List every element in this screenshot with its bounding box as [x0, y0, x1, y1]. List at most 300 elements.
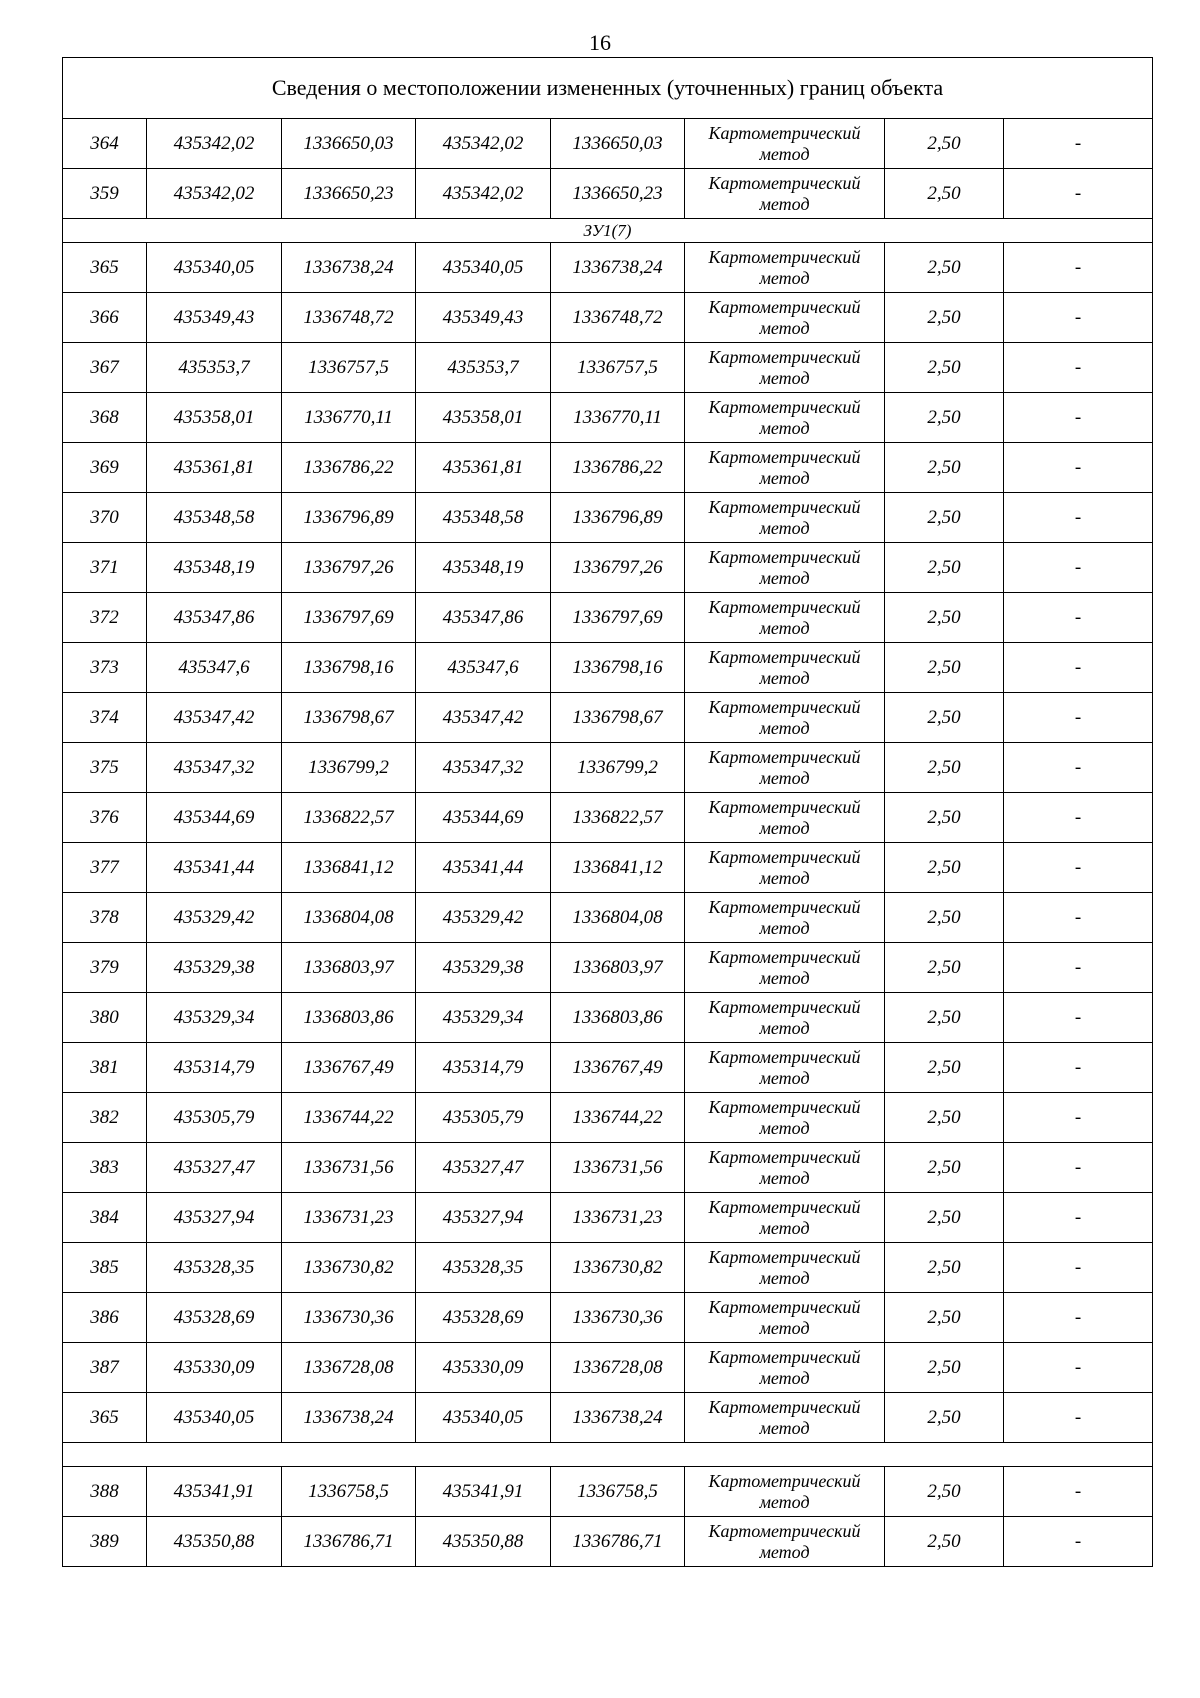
- existing-y-cell: 1336770,11: [282, 393, 416, 443]
- existing-x-cell: 435328,69: [147, 1293, 282, 1343]
- method-line-2: метод: [759, 143, 810, 164]
- method-cell: [685, 593, 885, 643]
- note-cell: -: [1004, 1043, 1153, 1093]
- accuracy-cell: 2,50: [885, 1517, 1004, 1567]
- accuracy-cell: 2,50: [885, 1193, 1004, 1243]
- method-line-2: метод: [759, 1267, 810, 1288]
- new-y-cell: 1336803,86: [551, 993, 685, 1043]
- method-line-2: метод: [759, 417, 810, 438]
- method-line-1: Картометрический: [708, 946, 861, 967]
- new-y-cell: 1336786,22: [551, 443, 685, 493]
- point-number-cell: 385: [63, 1243, 147, 1293]
- method-line-1: Картометрический: [708, 646, 861, 667]
- table-row: [63, 543, 1153, 593]
- method-line-1: Картометрический: [708, 1046, 861, 1067]
- point-number-cell: 384: [63, 1193, 147, 1243]
- accuracy-cell: 2,50: [885, 1393, 1004, 1443]
- method-cell: [685, 1043, 885, 1093]
- existing-x-cell: 435342,02: [147, 169, 282, 219]
- table-row: [63, 119, 1153, 169]
- method-line-2: метод: [759, 267, 810, 288]
- existing-y-cell: 1336758,5: [282, 1467, 416, 1517]
- existing-x-cell: 435361,81: [147, 443, 282, 493]
- new-x-cell: 435342,02: [416, 119, 551, 169]
- existing-x-cell: 435329,42: [147, 893, 282, 943]
- existing-x-cell: 435347,42: [147, 693, 282, 743]
- method-line-2: метод: [759, 193, 810, 214]
- existing-y-cell: 1336731,23: [282, 1193, 416, 1243]
- existing-x-cell: 435329,34: [147, 993, 282, 1043]
- method-line-1: Картометрический: [708, 346, 861, 367]
- new-x-cell: 435347,6: [416, 643, 551, 693]
- method-cell: [685, 643, 885, 693]
- table-row: [63, 743, 1153, 793]
- point-number-cell: 367: [63, 343, 147, 393]
- method-cell: [685, 293, 885, 343]
- note-cell: -: [1004, 1517, 1153, 1567]
- accuracy-cell: 2,50: [885, 1343, 1004, 1393]
- method-cell: [685, 793, 885, 843]
- table-row: [63, 1143, 1153, 1193]
- accuracy-cell: 2,50: [885, 343, 1004, 393]
- note-cell: -: [1004, 1143, 1153, 1193]
- accuracy-cell: 2,50: [885, 393, 1004, 443]
- method-line-2: метод: [759, 1117, 810, 1138]
- method-cell: [685, 1143, 885, 1193]
- point-number-cell: 387: [63, 1343, 147, 1393]
- new-y-cell: 1336758,5: [551, 1467, 685, 1517]
- note-cell: -: [1004, 493, 1153, 543]
- method-line-2: метод: [759, 1217, 810, 1238]
- method-cell: [685, 1467, 885, 1517]
- method-line-2: метод: [759, 1317, 810, 1338]
- method-cell: [685, 343, 885, 393]
- method-line-2: метод: [759, 1017, 810, 1038]
- accuracy-cell: 2,50: [885, 543, 1004, 593]
- table-row: [63, 643, 1153, 693]
- method-cell: [685, 743, 885, 793]
- table-row: [63, 1393, 1153, 1443]
- new-x-cell: 435327,94: [416, 1193, 551, 1243]
- method-line-2: метод: [759, 817, 810, 838]
- point-number-cell: 369: [63, 443, 147, 493]
- new-x-cell: 435347,32: [416, 743, 551, 793]
- accuracy-cell: 2,50: [885, 593, 1004, 643]
- table-row: [63, 693, 1153, 743]
- existing-x-cell: 435350,88: [147, 1517, 282, 1567]
- new-y-cell: 1336650,03: [551, 119, 685, 169]
- method-line-1: Картометрический: [708, 1196, 861, 1217]
- new-x-cell: 435305,79: [416, 1093, 551, 1143]
- table-row: [63, 1193, 1153, 1243]
- existing-x-cell: 435348,19: [147, 543, 282, 593]
- existing-y-cell: 1336728,08: [282, 1343, 416, 1393]
- note-cell: -: [1004, 443, 1153, 493]
- note-cell: -: [1004, 1343, 1153, 1393]
- method-line-1: Картометрический: [708, 1146, 861, 1167]
- point-number-cell: 359: [63, 169, 147, 219]
- method-cell: [685, 119, 885, 169]
- accuracy-cell: 2,50: [885, 793, 1004, 843]
- table-row: [63, 169, 1153, 219]
- accuracy-cell: 2,50: [885, 1467, 1004, 1517]
- note-cell: -: [1004, 1243, 1153, 1293]
- point-number-cell: 365: [63, 243, 147, 293]
- new-x-cell: 435361,81: [416, 443, 551, 493]
- accuracy-cell: 2,50: [885, 443, 1004, 493]
- existing-x-cell: 435329,38: [147, 943, 282, 993]
- table-row: [63, 1467, 1153, 1517]
- new-x-cell: 435329,34: [416, 993, 551, 1043]
- existing-y-cell: 1336804,08: [282, 893, 416, 943]
- method-line-1: Картометрический: [708, 1346, 861, 1367]
- point-number-cell: 364: [63, 119, 147, 169]
- existing-y-cell: 1336730,82: [282, 1243, 416, 1293]
- existing-x-cell: 435330,09: [147, 1343, 282, 1393]
- method-cell: [685, 1293, 885, 1343]
- point-number-cell: 389: [63, 1517, 147, 1567]
- method-line-2: метод: [759, 1167, 810, 1188]
- method-line-1: Картометрический: [708, 496, 861, 517]
- table-row: [63, 343, 1153, 393]
- existing-y-cell: 1336767,49: [282, 1043, 416, 1093]
- point-number-cell: 379: [63, 943, 147, 993]
- method-line-2: метод: [759, 1067, 810, 1088]
- new-y-cell: 1336730,82: [551, 1243, 685, 1293]
- point-number-cell: 372: [63, 593, 147, 643]
- note-cell: -: [1004, 543, 1153, 593]
- new-y-cell: 1336757,5: [551, 343, 685, 393]
- method-cell: [685, 543, 885, 593]
- point-number-cell: 373: [63, 643, 147, 693]
- accuracy-cell: 2,50: [885, 119, 1004, 169]
- new-y-cell: 1336804,08: [551, 893, 685, 943]
- existing-x-cell: 435314,79: [147, 1043, 282, 1093]
- accuracy-cell: 2,50: [885, 643, 1004, 693]
- accuracy-cell: 2,50: [885, 943, 1004, 993]
- note-cell: -: [1004, 1293, 1153, 1343]
- existing-y-cell: 1336650,03: [282, 119, 416, 169]
- existing-y-cell: 1336748,72: [282, 293, 416, 343]
- method-cell: [685, 1093, 885, 1143]
- note-cell: -: [1004, 593, 1153, 643]
- existing-y-cell: 1336796,89: [282, 493, 416, 543]
- existing-y-cell: 1336799,2: [282, 743, 416, 793]
- point-number-cell: 371: [63, 543, 147, 593]
- existing-y-cell: 1336730,36: [282, 1293, 416, 1343]
- note-cell: -: [1004, 643, 1153, 693]
- accuracy-cell: 2,50: [885, 993, 1004, 1043]
- existing-x-cell: 435340,05: [147, 1393, 282, 1443]
- method-line-2: метод: [759, 1367, 810, 1388]
- table-row: [63, 243, 1153, 293]
- existing-y-cell: 1336803,97: [282, 943, 416, 993]
- note-cell: -: [1004, 169, 1153, 219]
- new-x-cell: 435341,44: [416, 843, 551, 893]
- point-number-cell: 377: [63, 843, 147, 893]
- point-number-cell: 380: [63, 993, 147, 1043]
- method-line-1: Картометрический: [708, 1396, 861, 1417]
- point-number-cell: 382: [63, 1093, 147, 1143]
- method-cell: [685, 1193, 885, 1243]
- new-x-cell: 435330,09: [416, 1343, 551, 1393]
- existing-x-cell: 435328,35: [147, 1243, 282, 1293]
- method-line-2: метод: [759, 367, 810, 388]
- table-row: [63, 1293, 1153, 1343]
- method-line-1: Картометрический: [708, 122, 861, 143]
- method-cell: [685, 843, 885, 893]
- method-line-2: метод: [759, 967, 810, 988]
- accuracy-cell: 2,50: [885, 743, 1004, 793]
- note-cell: -: [1004, 893, 1153, 943]
- note-cell: -: [1004, 343, 1153, 393]
- method-cell: [685, 993, 885, 1043]
- note-cell: -: [1004, 793, 1153, 843]
- note-cell: -: [1004, 1393, 1153, 1443]
- table-row: [63, 843, 1153, 893]
- point-number-cell: 375: [63, 743, 147, 793]
- new-x-cell: 435348,58: [416, 493, 551, 543]
- method-cell: [685, 693, 885, 743]
- existing-y-cell: 1336803,86: [282, 993, 416, 1043]
- new-y-cell: 1336738,24: [551, 243, 685, 293]
- existing-x-cell: 435347,32: [147, 743, 282, 793]
- table-row: [63, 593, 1153, 643]
- new-y-cell: 1336799,2: [551, 743, 685, 793]
- existing-y-cell: 1336798,67: [282, 693, 416, 743]
- accuracy-cell: 2,50: [885, 1143, 1004, 1193]
- note-cell: -: [1004, 1093, 1153, 1143]
- method-line-1: Картометрический: [708, 446, 861, 467]
- method-line-1: Картометрический: [708, 1470, 861, 1491]
- table-row: [63, 893, 1153, 943]
- existing-x-cell: 435341,44: [147, 843, 282, 893]
- point-number-cell: 370: [63, 493, 147, 543]
- method-line-1: Картометрический: [708, 296, 861, 317]
- accuracy-cell: 2,50: [885, 493, 1004, 543]
- method-line-2: метод: [759, 667, 810, 688]
- existing-x-cell: 435348,58: [147, 493, 282, 543]
- table-row: [63, 1243, 1153, 1293]
- new-x-cell: 435348,19: [416, 543, 551, 593]
- new-y-cell: 1336744,22: [551, 1093, 685, 1143]
- new-y-cell: 1336803,97: [551, 943, 685, 993]
- accuracy-cell: 2,50: [885, 1043, 1004, 1093]
- existing-y-cell: 1336744,22: [282, 1093, 416, 1143]
- note-cell: -: [1004, 943, 1153, 993]
- accuracy-cell: 2,50: [885, 169, 1004, 219]
- accuracy-cell: 2,50: [885, 843, 1004, 893]
- table-row: [63, 443, 1153, 493]
- method-line-2: метод: [759, 1491, 810, 1512]
- existing-y-cell: 1336731,56: [282, 1143, 416, 1193]
- new-y-cell: 1336738,24: [551, 1393, 685, 1443]
- new-x-cell: 435314,79: [416, 1043, 551, 1093]
- existing-x-cell: 435358,01: [147, 393, 282, 443]
- note-cell: -: [1004, 743, 1153, 793]
- existing-y-cell: 1336841,12: [282, 843, 416, 893]
- table-row: [63, 993, 1153, 1043]
- new-x-cell: 435358,01: [416, 393, 551, 443]
- note-cell: -: [1004, 1467, 1153, 1517]
- boundary-coordinates-table: [62, 57, 1153, 1567]
- note-cell: -: [1004, 293, 1153, 343]
- new-x-cell: 435347,86: [416, 593, 551, 643]
- method-line-1: Картометрический: [708, 246, 861, 267]
- accuracy-cell: 2,50: [885, 243, 1004, 293]
- new-y-cell: 1336822,57: [551, 793, 685, 843]
- method-line-2: метод: [759, 567, 810, 588]
- existing-x-cell: 435349,43: [147, 293, 282, 343]
- table-row: [63, 1517, 1153, 1567]
- method-line-2: метод: [759, 317, 810, 338]
- new-x-cell: 435347,42: [416, 693, 551, 743]
- existing-x-cell: 435340,05: [147, 243, 282, 293]
- point-number-cell: 376: [63, 793, 147, 843]
- existing-x-cell: 435305,79: [147, 1093, 282, 1143]
- table-body: [63, 58, 1153, 1567]
- table-row: [63, 793, 1153, 843]
- method-line-2: метод: [759, 467, 810, 488]
- method-line-1: Картометрический: [708, 996, 861, 1017]
- new-y-cell: 1336730,36: [551, 1293, 685, 1343]
- method-line-2: метод: [759, 517, 810, 538]
- method-cell: [685, 1517, 885, 1567]
- method-line-1: Картометрический: [708, 172, 861, 193]
- new-x-cell: 435340,05: [416, 243, 551, 293]
- note-cell: -: [1004, 393, 1153, 443]
- new-y-cell: 1336731,56: [551, 1143, 685, 1193]
- existing-x-cell: 435342,02: [147, 119, 282, 169]
- method-line-1: Картометрический: [708, 1096, 861, 1117]
- existing-x-cell: 435353,7: [147, 343, 282, 393]
- method-cell: [685, 1243, 885, 1293]
- method-cell: [685, 1343, 885, 1393]
- existing-x-cell: 435327,47: [147, 1143, 282, 1193]
- table-row: [63, 943, 1153, 993]
- new-x-cell: 435349,43: [416, 293, 551, 343]
- existing-x-cell: 435347,86: [147, 593, 282, 643]
- note-cell: -: [1004, 693, 1153, 743]
- point-number-cell: 374: [63, 693, 147, 743]
- new-x-cell: 435328,69: [416, 1293, 551, 1343]
- point-number-cell: 378: [63, 893, 147, 943]
- new-y-cell: 1336650,23: [551, 169, 685, 219]
- accuracy-cell: 2,50: [885, 1093, 1004, 1143]
- method-cell: [685, 243, 885, 293]
- new-y-cell: 1336797,26: [551, 543, 685, 593]
- accuracy-cell: 2,50: [885, 1243, 1004, 1293]
- accuracy-cell: 2,50: [885, 893, 1004, 943]
- section-label-row: [63, 219, 1153, 243]
- method-line-1: Картометрический: [708, 746, 861, 767]
- new-x-cell: 435327,47: [416, 1143, 551, 1193]
- new-x-cell: 435329,38: [416, 943, 551, 993]
- table-row: [63, 493, 1153, 543]
- accuracy-cell: 2,50: [885, 293, 1004, 343]
- existing-y-cell: 1336650,23: [282, 169, 416, 219]
- existing-y-cell: 1336798,16: [282, 643, 416, 693]
- table-row: [63, 1343, 1153, 1393]
- table-row: [63, 1043, 1153, 1093]
- method-line-2: метод: [759, 917, 810, 938]
- new-x-cell: 435329,42: [416, 893, 551, 943]
- section-label: ЗУ1(7): [63, 219, 1153, 243]
- existing-y-cell: 1336738,24: [282, 243, 416, 293]
- point-number-cell: 368: [63, 393, 147, 443]
- accuracy-cell: 2,50: [885, 1293, 1004, 1343]
- existing-y-cell: 1336797,69: [282, 593, 416, 643]
- method-line-2: метод: [759, 867, 810, 888]
- method-cell: [685, 493, 885, 543]
- new-y-cell: 1336767,49: [551, 1043, 685, 1093]
- method-line-1: Картометрический: [708, 1246, 861, 1267]
- method-line-1: Картометрический: [708, 846, 861, 867]
- table-title: Сведения о местоположении измененных (уточненных) границ объекта: [63, 58, 1153, 119]
- existing-x-cell: 435341,91: [147, 1467, 282, 1517]
- method-cell: [685, 893, 885, 943]
- method-line-1: Картометрический: [708, 596, 861, 617]
- note-cell: -: [1004, 243, 1153, 293]
- existing-x-cell: 435344,69: [147, 793, 282, 843]
- existing-x-cell: 435347,6: [147, 643, 282, 693]
- new-y-cell: 1336797,69: [551, 593, 685, 643]
- method-cell: [685, 393, 885, 443]
- point-number-cell: 383: [63, 1143, 147, 1193]
- section-label: [63, 1443, 1153, 1467]
- new-y-cell: 1336748,72: [551, 293, 685, 343]
- method-line-1: Картометрический: [708, 1520, 861, 1541]
- existing-y-cell: 1336797,26: [282, 543, 416, 593]
- table-title-row: [63, 58, 1153, 119]
- page-number: 16: [589, 30, 611, 55]
- new-y-cell: 1336731,23: [551, 1193, 685, 1243]
- new-x-cell: 435342,02: [416, 169, 551, 219]
- method-line-1: Картометрический: [708, 796, 861, 817]
- method-line-2: метод: [759, 717, 810, 738]
- new-y-cell: 1336728,08: [551, 1343, 685, 1393]
- method-line-1: Картометрический: [708, 1296, 861, 1317]
- point-number-cell: 366: [63, 293, 147, 343]
- new-x-cell: 435344,69: [416, 793, 551, 843]
- method-line-2: метод: [759, 617, 810, 638]
- point-number-cell: 365: [63, 1393, 147, 1443]
- new-y-cell: 1336841,12: [551, 843, 685, 893]
- new-x-cell: 435328,35: [416, 1243, 551, 1293]
- method-cell: [685, 169, 885, 219]
- existing-x-cell: 435327,94: [147, 1193, 282, 1243]
- new-x-cell: 435341,91: [416, 1467, 551, 1517]
- note-cell: -: [1004, 993, 1153, 1043]
- table-row: [63, 1093, 1153, 1143]
- method-line-1: Картометрический: [708, 696, 861, 717]
- method-cell: [685, 1393, 885, 1443]
- new-y-cell: 1336798,67: [551, 693, 685, 743]
- existing-y-cell: 1336786,22: [282, 443, 416, 493]
- new-x-cell: 435350,88: [416, 1517, 551, 1567]
- existing-y-cell: 1336738,24: [282, 1393, 416, 1443]
- method-line-1: Картометрический: [708, 546, 861, 567]
- method-line-2: метод: [759, 1417, 810, 1438]
- existing-y-cell: 1336786,71: [282, 1517, 416, 1567]
- new-y-cell: 1336770,11: [551, 393, 685, 443]
- table-row: [63, 293, 1153, 343]
- method-line-2: метод: [759, 767, 810, 788]
- method-line-1: Картометрический: [708, 896, 861, 917]
- method-cell: [685, 443, 885, 493]
- method-line-2: метод: [759, 1541, 810, 1562]
- new-x-cell: 435353,7: [416, 343, 551, 393]
